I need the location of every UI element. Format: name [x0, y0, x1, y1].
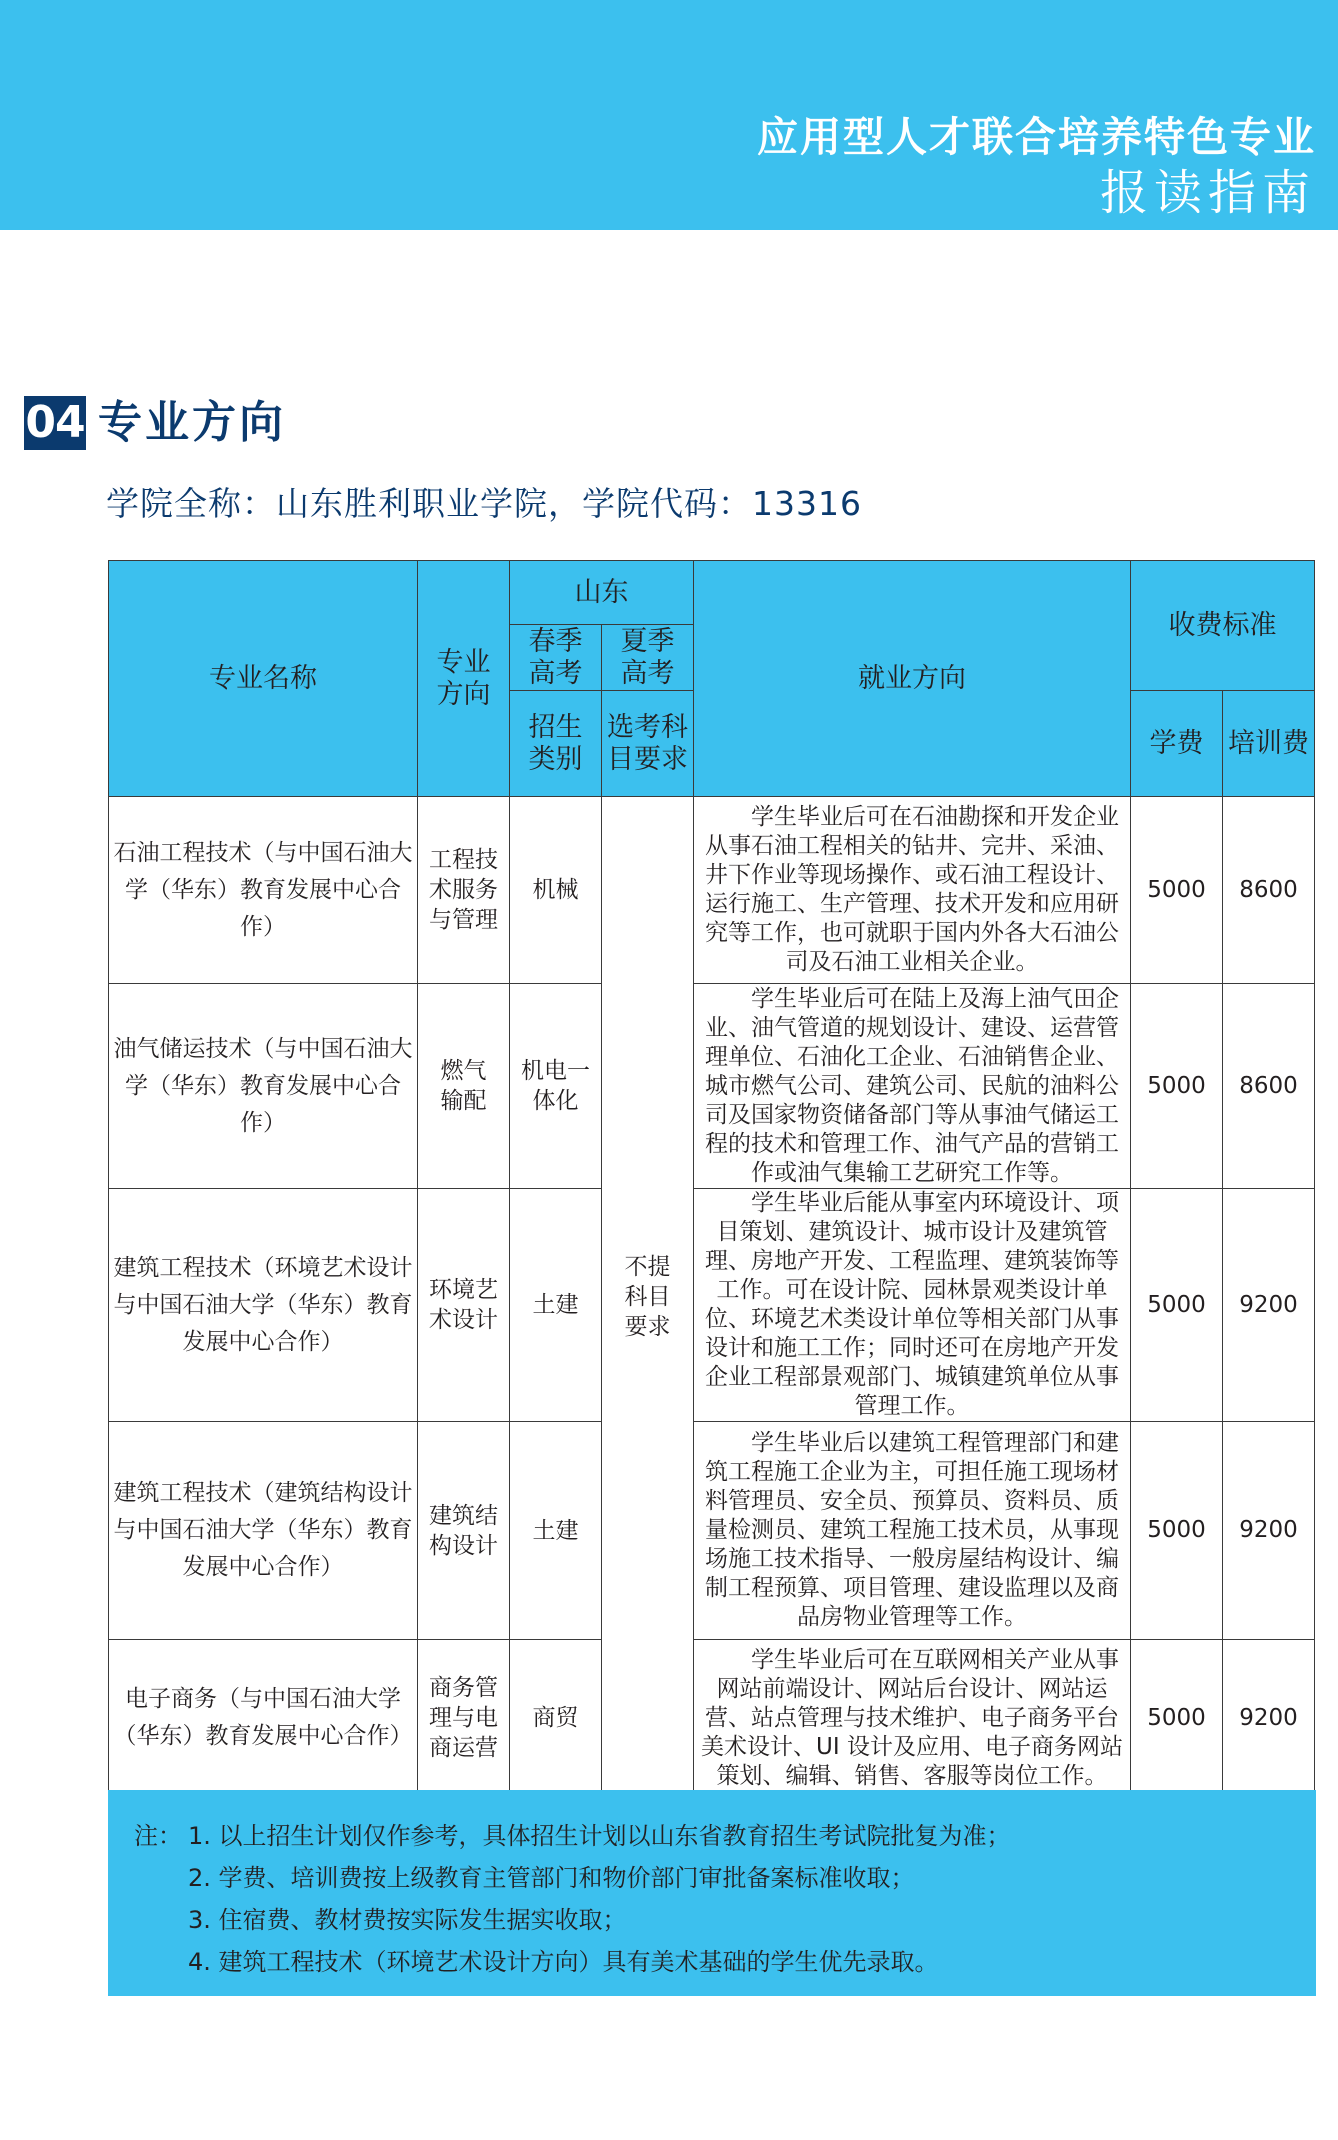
major-name: 油气储运技术（与中国石油大学（华东）教育发展中心合作） [109, 984, 418, 1189]
banner-subtitle: 报读指南 [1099, 165, 1316, 221]
header-tuition: 学费 [1131, 691, 1223, 797]
school-info: 学院全称：山东胜利职业学院，学院代码：13316 [106, 484, 862, 523]
major-name: 电子商务（与中国石油大学（华东）教育发展中心合作） [109, 1640, 418, 1797]
career-direction: 学生毕业后可在互联网相关产业从事网站前端设计、网站后台设计、网站运营、站点管理与技术维护、电子商务平台美术设计、UI 设计及应用、电子商务网站策划、编辑、销售、客服等岗位工作。 [694, 1640, 1131, 1797]
majors-table [108, 560, 1315, 1797]
tuition-value: 5000 [1131, 1189, 1223, 1422]
career-direction: 学生毕业后能从事室内环境设计、项目策划、建筑设计、城市设计及建筑管理、房地产开发、工程监理、建筑装饰等工作。可在设计院、园林景观类设计单位、环境艺术类设计单位等相关部门从事设计和施工工作；同时还可在房地产开发企业工程部景观部门、城镇建筑单位从事管理工作。 [694, 1189, 1131, 1422]
major-direction: 商务管理与电商运营 [418, 1640, 510, 1797]
major-name: 石油工程技术（与中国石油大学（华东）教育发展中心合作） [109, 797, 418, 984]
table-row [109, 1422, 1315, 1640]
section-title: 专业方向 [98, 397, 286, 448]
header-category: 招生类别 [510, 691, 602, 797]
tuition-value: 5000 [1131, 1640, 1223, 1797]
major-direction: 环境艺术设计 [418, 1189, 510, 1422]
major-category: 机电一体化 [510, 984, 602, 1189]
training-fee-value: 9200 [1223, 1189, 1315, 1422]
header-shandong: 山东 [510, 561, 694, 625]
banner-title: 应用型人才联合培养特色专业 [757, 113, 1316, 161]
table-row [109, 984, 1315, 1189]
note-item: 1. 以上招生计划仅作参考，具体招生计划以山东省教育招生考试院批复为准； [188, 1822, 1011, 1850]
header-fee-standard: 收费标准 [1131, 561, 1315, 691]
career-direction: 学生毕业后以建筑工程管理部门和建筑工程施工企业为主，可担任施工现场材料管理员、安全员、预算员、资料员、质量检测员、建筑工程施工技术员，从事现场施工技术指导、一般房屋结构设计、编制工程预算、项目管理、建设监理以及商品房物业管理等工作。 [694, 1422, 1131, 1640]
major-category: 机械 [510, 797, 602, 984]
major-category: 土建 [510, 1189, 602, 1422]
major-direction: 工程技术服务与管理 [418, 797, 510, 984]
training-fee-value: 8600 [1223, 797, 1315, 984]
subject-requirement: 不提科目要求 [602, 797, 694, 1797]
training-fee-value: 8600 [1223, 984, 1315, 1189]
major-category: 商贸 [510, 1640, 602, 1797]
header-major-name: 专业名称 [109, 561, 418, 797]
note-item: 3. 住宿费、教材费按实际发生据实收取； [188, 1906, 627, 1934]
note-item: 4. 建筑工程技术（环境艺术设计方向）具有美术基础的学生优先录取。 [188, 1948, 939, 1976]
header-training-fee: 培训费 [1223, 691, 1315, 797]
table-row [109, 1640, 1315, 1797]
table-row [109, 1189, 1315, 1422]
major-direction: 建筑结构设计 [418, 1422, 510, 1640]
table-row [109, 797, 1315, 984]
notes-box [108, 1790, 1316, 1996]
header-career: 就业方向 [694, 561, 1131, 797]
major-direction: 燃气输配 [418, 984, 510, 1189]
training-fee-value: 9200 [1223, 1640, 1315, 1797]
tuition-value: 5000 [1131, 1422, 1223, 1640]
top-banner [0, 0, 1338, 230]
major-name: 建筑工程技术（建筑结构设计与中国石油大学（华东）教育发展中心合作） [109, 1422, 418, 1640]
tuition-value: 5000 [1131, 797, 1223, 984]
note-item: 2. 学费、培训费按上级教育主管部门和物价部门审批备案标准收取； [188, 1864, 915, 1892]
section-number: 04 [25, 397, 85, 448]
notes-prefix: 注： [134, 1822, 182, 1850]
career-direction: 学生毕业后可在陆上及海上油气田企业、油气管道的规划设计、建设、运营管理单位、石油化工企业、石油销售企业、城市燃气公司、建筑公司、民航的油料公司及国家物资储备部门等从事油气储运工程的技术和管理工作、油气产品的营销工作或油气集输工艺研究工作等。 [694, 984, 1131, 1189]
header-subject-req: 选考科目要求 [602, 691, 694, 797]
training-fee-value: 9200 [1223, 1422, 1315, 1640]
major-name: 建筑工程技术（环境艺术设计与中国石油大学（华东）教育发展中心合作） [109, 1189, 418, 1422]
header-direction: 专业方向 [418, 561, 510, 797]
major-category: 土建 [510, 1422, 602, 1640]
tuition-value: 5000 [1131, 984, 1223, 1189]
header-summer-exam: 夏季高考 [602, 625, 694, 691]
career-direction: 学生毕业后可在石油勘探和开发企业从事石油工程相关的钻井、完井、采油、井下作业等现场操作、或石油工程设计、运行施工、生产管理、技术开发和应用研究等工作，也可就职于国内外各大石油公司及石油工业相关企业。 [694, 797, 1131, 984]
header-spring-exam: 春季高考 [510, 625, 602, 691]
